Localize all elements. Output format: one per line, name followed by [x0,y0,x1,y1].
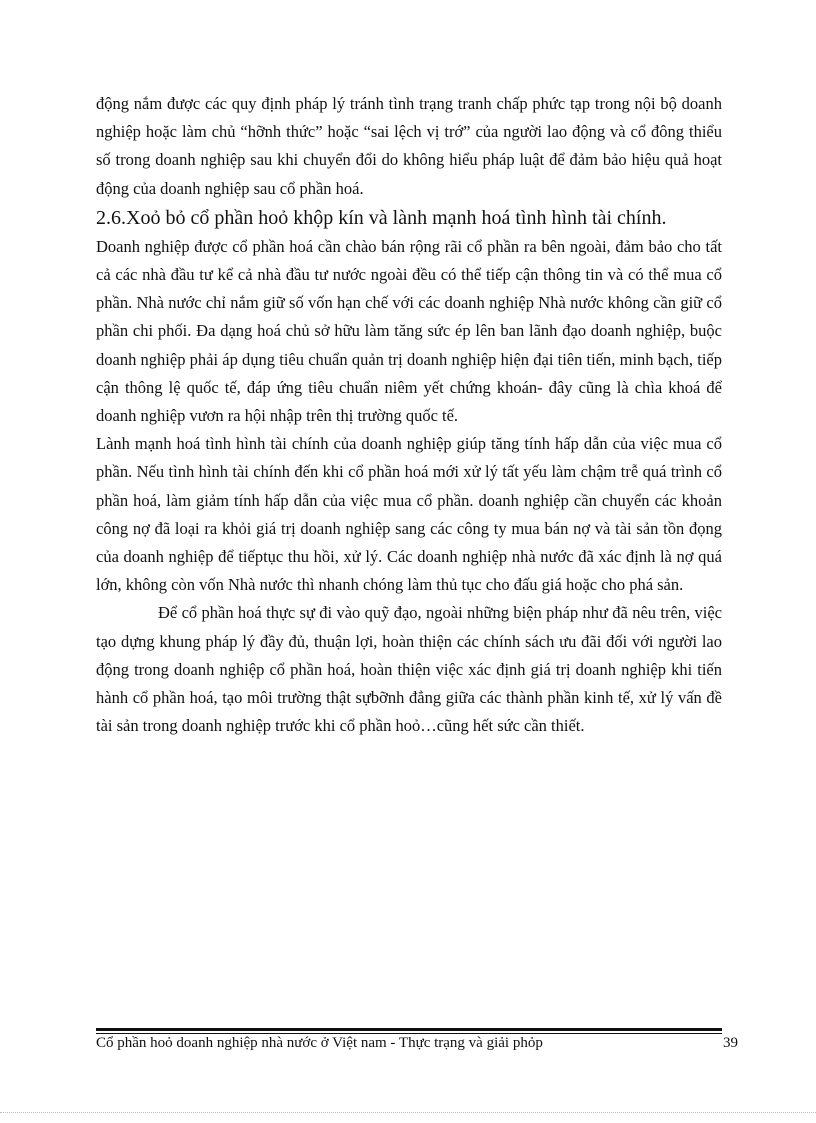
paragraph-2: Doanh nghiệp được cổ phần hoá cần chào bán rộng rãi cổ phần ra bên ngoài, đảm bảo cho tất cả các nhà đầu tư kể cả nhà đầu tư nước ngoài đều có thể tiếp cận thông tin và có thể mua cổ phần. Nhà nước chỉ nắm giữ số vốn hạn chế với các doanh nghiệp Nhà nước không cần giữ cổ phần chi phối. Đa dạng hoá chủ sở hữu làm tăng sức ép lên ban lãnh đạo doanh nghiệp, buộc doanh nghiệp phải áp dụng tiêu chuẩn quản trị doanh nghiệp hiện đại tiên tiến, minh bạch, tiếp cận thông lệ quốc tế, đáp ứng tiêu chuẩn niêm yết chứng khoán- đây cũng là chìa khoá để doanh nghiệp vươn ra hội nhập trên thị trường quốc tế. [96,236,722,426]
page-number: 39 [723,1035,738,1051]
paragraph-3: Lành mạnh hoá tình hình tài chính của doanh nghiệp giúp tăng tính hấp dẫn của việc mua cổ phần. Nếu tình hình tài chính đến khi cổ phần hoá mới xử lý tất yếu làm chậm trễ quá trình cổ phần hoá, làm giảm tính hấp dẫn của việc mua cổ phần. doanh nghiệp cần chuyển các khoản công nợ đã loại ra khỏi giá trị doanh nghiệp sang các công ty mua bán nợ và tài sản tồn đọng của doanh nghiệp để tiếptục thu hồi, xử lý. Các doanh nghiệp nhà nước đã xác định là nợ quá lớn, không còn vốn Nhà nước thì nhanh chóng làm thủ tục cho đấu giá hoặc cho phá sản. [96,434,722,595]
page-footer [96,1035,738,1052]
section-heading: 2.6.Xoỏ bỏ cổ phần hoỏ khộp kín và lành mạnh hoá tình hình tài chính. [96,206,667,229]
page-content [96,90,722,740]
paragraph-4: Để cổ phần hoá thực sự đi vào quỹ đạo, ngoài những biện pháp như đã nêu trên, việc tạo dựng khung pháp lý đầy đủ, thuận lợi, hoàn thiện các chính sách ưu đãi đối với người lao động trong doanh nghiệp cổ phần hoá, hoàn thiện việc xác định giá trị doanh nghiệp khi tiến hành cổ phần hoá, tạo môi trường thật sựbỡnh đẳng giữa các thành phần kinh tế, xử lý vấn đề tài sản trong doanh nghiệp trước khi cổ phần hoỏ…cũng hết sức cần thiết. [96,603,722,736]
footer-divider [96,1028,722,1034]
paragraph-1: động nắm được các quy định pháp lý tránh tình trạng tranh chấp phức tạp trong nội bộ doanh nghiệp hoặc làm chủ “hỡnh thức” hoặc “sai lệch vị trớ” của người lao động và cổ đông thiểu số trong doanh nghiệp sau khi chuyển đổi do không hiểu pháp luật để đảm bảo hiệu quả hoạt động của doanh nghiệp sau cổ phần hoá. [96,94,722,198]
page-bottom-edge [0,1112,816,1113]
footer-title: Cổ phần hoỏ doanh nghiệp nhà nước ở Việt nam - Thực trạng và giải phỏp [96,1035,543,1051]
